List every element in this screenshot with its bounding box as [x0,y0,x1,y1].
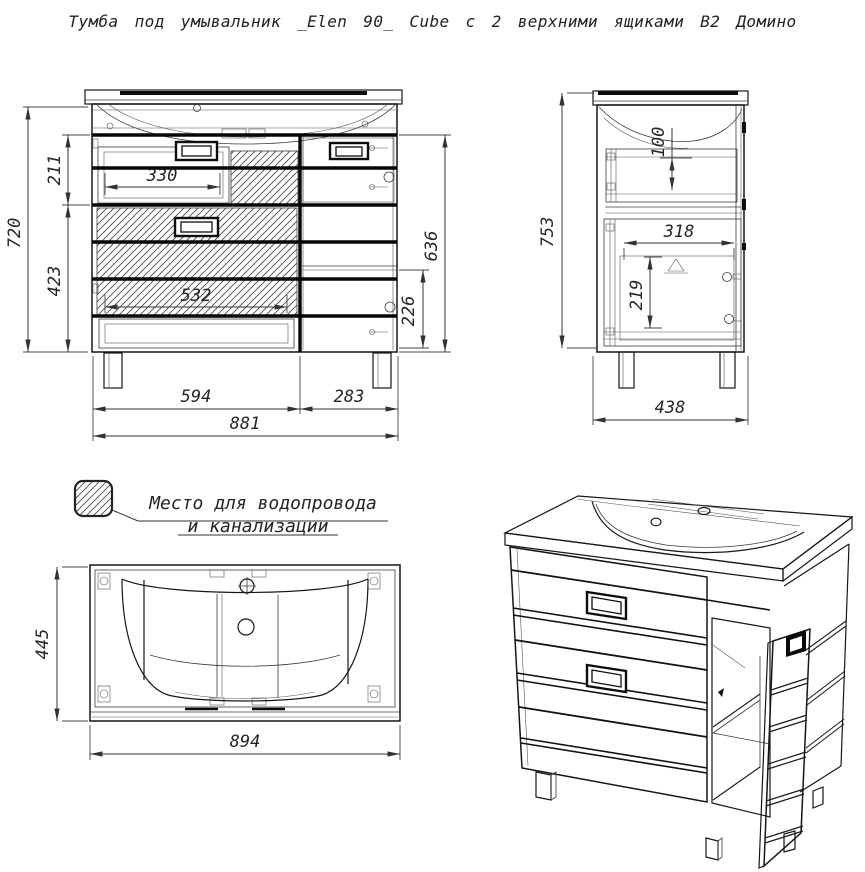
drawing-title: Тумба под умывальник _Elen 90_ Cube с 2 верхними ящиками В2 Домино [68,12,797,31]
open-compartment [707,600,770,817]
drain-triangle-icon [668,259,684,271]
dim-height-right: 636 [422,230,442,262]
dim-front-lower: 423 [45,265,65,297]
legend [75,481,388,537]
shelf-pin-arrow-icon [718,688,724,697]
dim-side-height: 753 [538,216,558,248]
side-panel-3d [784,544,849,792]
dim-top-width: 894 [229,732,261,752]
dim-side-inner-width: 318 [663,222,695,242]
door-hinge-icon [385,302,395,312]
dim-side-depth: 438 [654,398,686,418]
dim-width-total: 881 [229,414,261,434]
front-view [5,90,451,441]
side-view [538,91,748,425]
dim-width-right: 283 [333,387,365,407]
drawer-handle [330,143,368,159]
top-view [33,565,400,760]
dim-top-depth: 445 [33,628,53,660]
dim-door-opening: 226 [399,295,419,327]
dim-side-inner-height: 219 [627,279,647,311]
basin-outline [122,577,368,701]
dim-front-upper: 211 [45,154,65,186]
front-countertop [85,90,402,104]
open-door [759,629,810,868]
legs-3d [536,772,823,860]
legend-line1: Место для водопровода [149,493,377,514]
drawer-handle-3d [587,592,626,692]
front-legs [104,353,391,388]
dim-drawer-bottom-width: 532 [180,286,212,306]
overflow-hole-icon [651,518,661,526]
top-cabinet [90,565,400,721]
dim-basin-clearance: 100 [649,126,669,158]
drawer-handle [176,142,217,160]
dim-front-height: 720 [5,217,25,249]
drain-hole-icon [238,619,254,635]
basin-3d [577,499,804,553]
drawer-handle [175,218,218,236]
perspective-view [505,496,852,868]
hatch-sample-icon [75,481,112,516]
dim-drawer-top-width: 330 [146,166,178,186]
legend-line2: и канализации [187,516,329,537]
front-cabinet [92,104,397,388]
side-dimensions [538,93,748,425]
door-hinge-icon [384,172,394,182]
top-dimensions [33,567,400,760]
plumbing-hatch-upper [231,151,298,204]
dim-width-left: 594 [180,387,212,407]
front-grooves [92,135,397,352]
